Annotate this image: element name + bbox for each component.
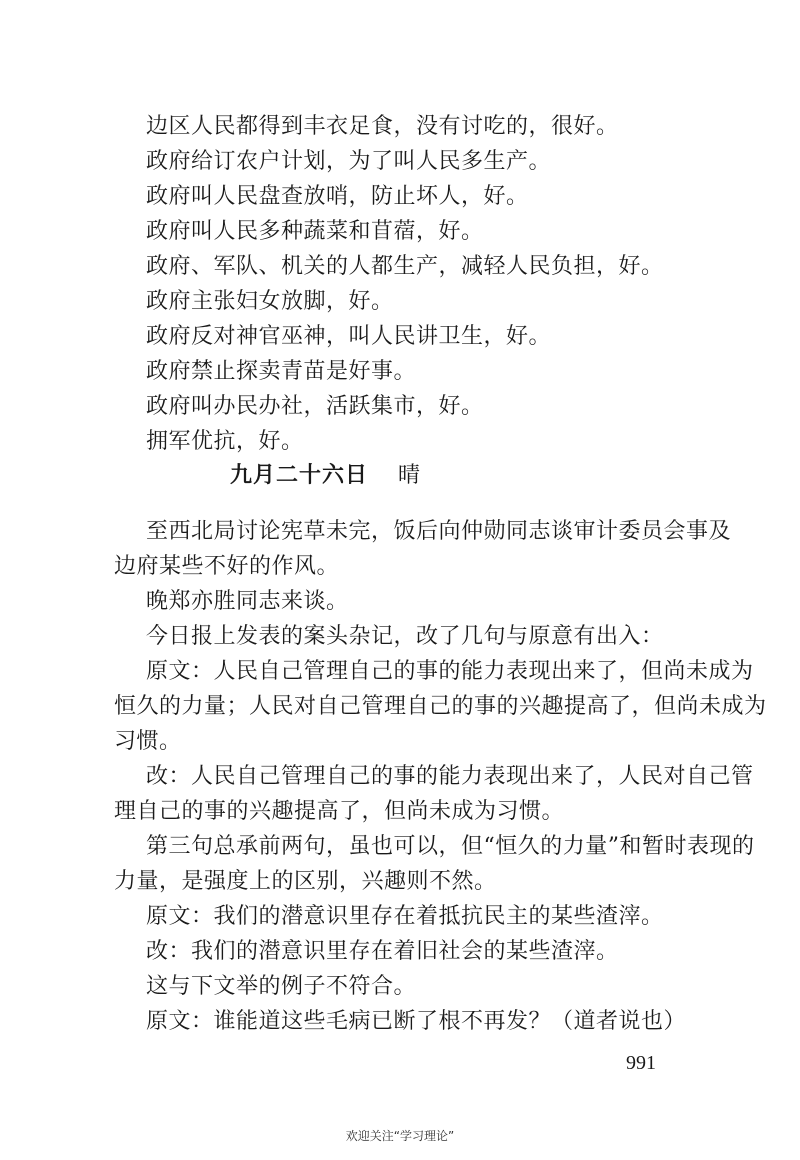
body-line-11: 力量，是强度上的区别，兴趣则不然。 [114, 869, 497, 894]
poem-line-5: 政府、军队、机关的人都生产，减轻人民负担，好。 [146, 254, 664, 279]
diary-date-heading [230, 463, 421, 489]
body-line-1: 至西北局讨论宪草未完，饭后向仲勋同志谈审计委员会事及 [146, 519, 732, 544]
heading-weather: 晴 [398, 463, 422, 488]
poem-line-9: 政府叫办民办社，活跃集市，好。 [146, 394, 484, 419]
body-line-15: 原文：谁能道这些毛病已断了根不再发？（道者说也） [146, 1009, 687, 1034]
body-line-8: 改：人民自己管理自己的事的能力表现出来了，人民对自己管 [146, 764, 754, 789]
page-number: 991 [626, 1052, 656, 1074]
body-line-5: 原文：人民自己管理自己的事的能力表现出来了，但尚未成为 [146, 659, 754, 684]
poem-line-10: 拥军优抗，好。 [146, 429, 304, 454]
body-line-9: 理自己的事的兴趣提高了，但尚未成为习惯。 [114, 799, 565, 824]
body-line-6: 恒久的力量；人民对自己管理自己的事的兴趣提高了，但尚未成为 [114, 694, 767, 719]
body-line-7: 习惯。 [114, 729, 182, 754]
body-line-4: 今日报上发表的案头杂记，改了几句与原意有出入： [146, 624, 664, 649]
footer-note: 欢迎关注“学习理论” [345, 1129, 455, 1143]
body-line-14: 这与下文举的例子不符合。 [146, 974, 417, 999]
poem-line-3: 政府叫人民盘查放哨，防止坏人，好。 [146, 184, 529, 209]
body-line-13: 改：我们的潜意识里存在着旧社会的某些渣滓。 [146, 939, 619, 964]
poem-line-7: 政府反对神官巫神，叫人民讲卫生，好。 [146, 324, 552, 349]
body-line-2: 边府某些不好的作风。 [114, 554, 340, 579]
poem-line-2: 政府给订农户计划，为了叫人民多生产。 [146, 149, 552, 174]
poem-line-1: 边区人民都得到丰衣足食，没有讨吃的，很好。 [146, 114, 619, 139]
body-line-12: 原文：我们的潜意识里存在着抵抗民主的某些渣滓。 [146, 904, 664, 929]
poem-line-4: 政府叫人民多种蔬菜和苜蓿，好。 [146, 219, 484, 244]
body-line-3: 晚郑亦胜同志来谈。 [146, 589, 349, 614]
poem-line-8: 政府禁止探卖青苗是好事。 [146, 359, 417, 384]
poem-line-6: 政府主张妇女放脚，好。 [146, 289, 394, 314]
heading-date: 九月二十六日 [230, 463, 369, 488]
body-line-10: 第三句总承前两句，虽也可以，但“恒久的力量”和暂时表现的 [146, 834, 755, 859]
